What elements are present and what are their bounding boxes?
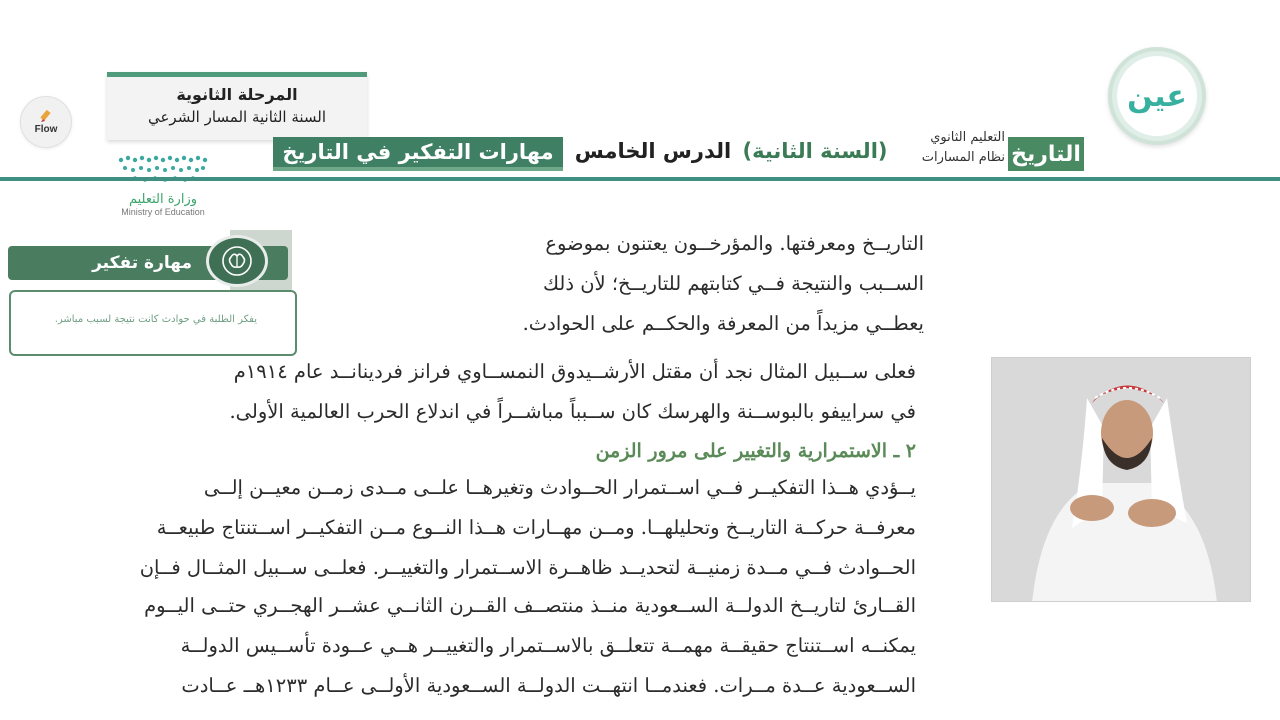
flow-badge[interactable] — [20, 96, 72, 148]
body-line: القــارئ لتاريــخ الدولــة الســعودية منــذ منتصــف القــرن الثانــي عشــر الهجــري حتــى اليــوم — [144, 594, 916, 617]
lesson-title: مهارات التفكير في التاريخ — [273, 137, 563, 171]
track-line-1: التعليم الثانوي — [930, 130, 1005, 145]
lesson-number: الدرس الخامس — [574, 139, 732, 163]
skill-card-title: مهارة تفكير — [92, 253, 192, 273]
skill-card-text: يفكر الطلبة في حوادث كانت نتيجة لسبب مباشر. — [54, 314, 257, 325]
stage-box — [107, 72, 367, 140]
brain-icon-svg — [220, 244, 254, 278]
sign-language-video[interactable] — [991, 357, 1251, 602]
lesson-year: (السنة الثانية) — [742, 139, 888, 163]
body-line: الحــوادث فــي مــدة زمنيــة لتحديــد ظاهــرة الاســتمرار والتغييــر. فعلــى ســبيل المثــال فــإن — [139, 556, 916, 579]
title-divider — [0, 177, 1280, 181]
ministry-name-ar: وزارة التعليم — [128, 192, 198, 207]
stage-title: المرحلة الثانوية — [176, 85, 298, 104]
body-line: معرفــة حركــة التاريــخ وتحليلهــا. ومــن مهــارات هــذا النــوع مــن التفكيــر اســتنتاج طبيعــة — [156, 516, 916, 539]
body-line: الســعودية عــدة مــرات. فعندمــا انتهــت الدولــة الســعودية الأولــى عــام ١٢٣٣هــ عــادت — [181, 674, 916, 697]
body-line: فعلى ســبيل المثال نجد أن مقتل الأرشــيدوق النمســاوي فرانز فردينانــد عام ١٩١٤م — [233, 360, 916, 383]
body-line: الســبب والنتيجة فــي كتابتهم للتاريــخ؛ لأن ذلك — [542, 272, 924, 295]
ministry-logo — [108, 152, 218, 224]
ministry-name-en: Ministry of Education — [121, 207, 205, 217]
body-line: يعطــي مزيداً من المعرفة والحكــم على الحوادث. — [522, 312, 924, 335]
body-line: يمكنــه اســتنتاج حقيقــة مهمــة تتعلــق بالاســتمرار والتغييــر هــي عــودة تأســيس الدولــة — [180, 634, 916, 657]
body-line: التاريــخ ومعرفتها. والمؤرخــون يعتنون بموضوع — [545, 232, 924, 255]
track-info — [905, 128, 1005, 168]
body-line: يــؤدي هــذا التفكيــر فــي اســتمرار الحــوادث وتغيرهــا علــى مــدى زمــن معيــن إلــى — [203, 476, 916, 499]
body-line: في سراييفو بالبوســنة والهرسك كان ســبباً مباشــراً في اندلاع الحرب العالمية الأولى. — [229, 400, 916, 423]
ein-logo — [1108, 47, 1206, 145]
stage-subtitle: السنة الثانية المسار الشرعي — [147, 108, 327, 126]
subject-tab: التاريخ — [1008, 137, 1084, 171]
track-line-2: نظام المسارات — [921, 150, 1005, 165]
flow-label: Flow — [34, 123, 58, 135]
ein-logo-text: عين — [1117, 56, 1197, 136]
skill-card-body — [9, 290, 297, 356]
brain-icon — [206, 235, 268, 287]
pencil-icon — [39, 110, 53, 124]
section-heading: ٢ ـ الاستمرارية والتغيير على مرور الزمن — [595, 440, 916, 462]
presenter-figure — [992, 358, 1251, 602]
